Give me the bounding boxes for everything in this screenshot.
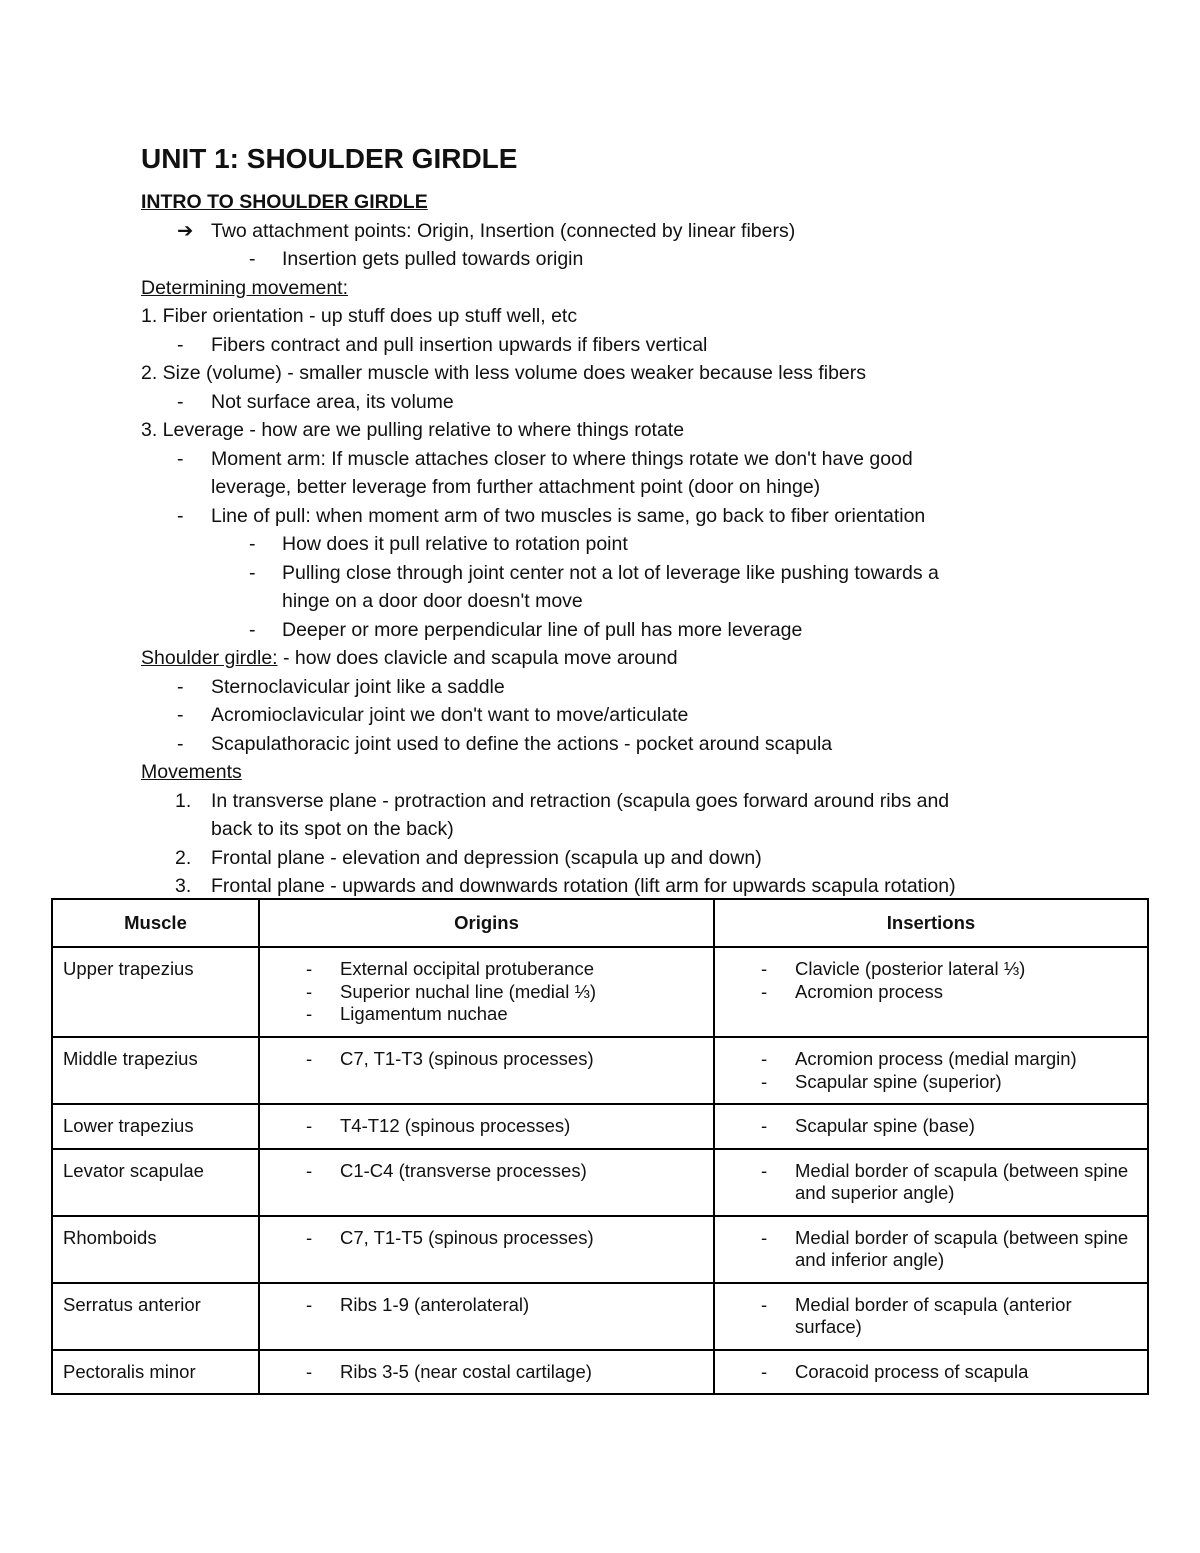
table-body bbox=[52, 947, 1148, 1394]
dash-marker: - bbox=[306, 1115, 313, 1136]
origin-item bbox=[270, 1227, 703, 1250]
muscle-name-cell: Pectoralis minor bbox=[52, 1350, 259, 1395]
insertion-item bbox=[725, 958, 1137, 981]
dash-marker: - bbox=[761, 1070, 768, 1092]
point-2-sub-text: Not surface area, its volume bbox=[211, 390, 454, 413]
origins-list bbox=[270, 1294, 703, 1317]
origin-text: C1-C4 (transverse processes) bbox=[340, 1159, 587, 1181]
muscle-name-cell: Lower trapezius bbox=[52, 1104, 259, 1149]
point-3: 3. Leverage - how are we pulling relative to where things rotate bbox=[141, 419, 685, 441]
insertion-text: Acromion process bbox=[795, 980, 944, 1002]
girdle-heading: Shoulder girdle: bbox=[141, 647, 278, 669]
origin-text: Ligamentum nuchae bbox=[340, 1003, 508, 1024]
origins-cell bbox=[259, 1104, 714, 1149]
lecture-notes bbox=[141, 140, 1141, 901]
point-2: 2. Size (volume) - smaller muscle with less volume does weaker because less fibers bbox=[141, 362, 867, 384]
muscle-name-cell: Middle trapezius bbox=[52, 1037, 259, 1104]
girdle-item-text: Acromioclavicular joint we don't want to move/articulate bbox=[211, 704, 689, 726]
insertion-text: Clavicle (posterior lateral ⅓) bbox=[795, 958, 1026, 979]
insertions-list bbox=[725, 1294, 1137, 1339]
table-row bbox=[52, 947, 1148, 1037]
table-row bbox=[52, 1104, 1148, 1149]
dash-marker: - bbox=[306, 1048, 313, 1069]
dash-marker: - bbox=[306, 1159, 313, 1181]
dash-marker: - bbox=[761, 1115, 768, 1136]
origins-list bbox=[270, 958, 703, 1026]
point-3-sub-2-text: Line of pull: when moment arm of two muscles is same, go back to fiber orientation bbox=[211, 504, 926, 527]
dash-marker: - bbox=[177, 333, 184, 356]
insertions-list bbox=[725, 1227, 1137, 1272]
table-row bbox=[52, 1350, 1148, 1395]
muscle-table bbox=[51, 898, 1149, 1395]
insertion-text: Acromion process (medial margin) bbox=[795, 1048, 1077, 1069]
insertions-cell bbox=[714, 1283, 1148, 1350]
point-3-sub-2-a-text: How does it pull relative to rotation point bbox=[282, 533, 628, 555]
arrow-bullet bbox=[141, 217, 1141, 246]
insertion-item bbox=[725, 981, 1137, 1004]
girdle-heading-rest: - how does clavicle and scapula move around bbox=[277, 647, 678, 669]
insertions-list bbox=[725, 958, 1137, 1003]
origin-item bbox=[270, 1361, 703, 1384]
origins-cell bbox=[259, 1283, 714, 1350]
dash-marker: - bbox=[761, 1360, 768, 1382]
table-row bbox=[52, 1149, 1148, 1216]
point-3-sub-2-c-text: Deeper or more perpendicular line of pull has more leverage bbox=[282, 618, 803, 641]
insertions-list bbox=[725, 1361, 1137, 1384]
point-1-sub bbox=[141, 331, 1141, 360]
insertion-text: Coracoid process of scapula bbox=[795, 1360, 1029, 1382]
arrow-bullet-text: Two attachment points: Origin, Insertion (connected by linear fibers) bbox=[211, 219, 796, 242]
muscle-name-cell: Upper trapezius bbox=[52, 947, 259, 1037]
insertion-text: Medial border of scapula (between spine and inferior angle) bbox=[795, 1226, 1129, 1270]
muscle-name-cell: Levator scapulae bbox=[52, 1149, 259, 1216]
dash-marker: - bbox=[177, 704, 184, 726]
dash-marker: - bbox=[306, 1360, 313, 1382]
dash-marker: - bbox=[306, 1293, 313, 1315]
list-number: 1. bbox=[175, 789, 192, 812]
point-1-sub-text: Fibers contract and pull insertion upwards if fibers vertical bbox=[211, 333, 708, 356]
girdle-heading-line bbox=[141, 644, 1141, 673]
dash-marker: - bbox=[249, 248, 256, 270]
origins-cell bbox=[259, 1350, 714, 1395]
movement-2 bbox=[141, 844, 1141, 873]
origins-list bbox=[270, 1160, 703, 1183]
point-3-sub-2-b bbox=[141, 559, 1141, 588]
point-3-sub-2-b-cont: hinge on a door door doesn't move bbox=[282, 590, 583, 612]
insertion-item bbox=[725, 1115, 1137, 1138]
movement-3 bbox=[141, 872, 1141, 901]
girdle-item bbox=[141, 730, 1141, 759]
movements-heading: Movements bbox=[141, 761, 242, 783]
origins-list bbox=[270, 1115, 703, 1138]
insertion-item bbox=[725, 1160, 1137, 1205]
insertions-list bbox=[725, 1160, 1137, 1205]
origin-text: C7, T1-T5 (spinous processes) bbox=[340, 1226, 594, 1248]
origins-cell bbox=[259, 1149, 714, 1216]
table-header-row bbox=[52, 899, 1148, 947]
origins-cell bbox=[259, 1216, 714, 1283]
insertion-item bbox=[725, 1227, 1137, 1272]
sub-bullet-text: Insertion gets pulled towards origin bbox=[282, 248, 584, 270]
origin-item bbox=[270, 1294, 703, 1317]
insertion-item bbox=[725, 1048, 1137, 1071]
intro-heading: INTRO TO SHOULDER GIRDLE bbox=[141, 191, 428, 213]
origin-text: Superior nuchal line (medial ⅓) bbox=[340, 980, 597, 1002]
insertions-cell bbox=[714, 1104, 1148, 1149]
point-3-sub-1-cont: leverage, better leverage from further attachment point (door on hinge) bbox=[211, 476, 821, 498]
insertion-item bbox=[725, 1294, 1137, 1339]
girdle-item-text: Scapulathoracic joint used to define the actions - pocket around scapula bbox=[211, 732, 833, 755]
girdle-item bbox=[141, 673, 1141, 702]
dash-marker: - bbox=[761, 1226, 768, 1248]
movement-1-cont: back to its spot on the back) bbox=[211, 818, 454, 840]
dash-marker: - bbox=[177, 504, 184, 527]
header-insertions: Insertions bbox=[714, 899, 1148, 947]
origin-text: External occipital protuberance bbox=[340, 958, 595, 979]
dash-marker: - bbox=[306, 958, 313, 979]
point-3-sub-2 bbox=[141, 502, 1141, 531]
origin-text: T4-T12 (spinous processes) bbox=[340, 1115, 571, 1136]
point-3-sub-2-c bbox=[141, 616, 1141, 645]
dash-marker: - bbox=[249, 533, 256, 555]
table-row bbox=[52, 1037, 1148, 1104]
point-2-sub bbox=[141, 388, 1141, 417]
dash-marker: - bbox=[249, 561, 256, 584]
origin-text: C7, T1-T3 (spinous processes) bbox=[340, 1048, 594, 1069]
origin-item bbox=[270, 1048, 703, 1071]
origin-item bbox=[270, 981, 703, 1004]
insertions-cell bbox=[714, 1149, 1148, 1216]
dash-marker: - bbox=[177, 447, 184, 470]
movement-1 bbox=[141, 787, 1141, 816]
dash-marker: - bbox=[761, 1048, 768, 1069]
dash-marker: - bbox=[177, 390, 184, 413]
list-number: 3. bbox=[175, 875, 192, 897]
point-1: 1. Fiber orientation - up stuff does up stuff well, etc bbox=[141, 305, 578, 327]
list-number: 2. bbox=[175, 846, 192, 869]
dash-marker: - bbox=[177, 675, 184, 698]
insertions-list bbox=[725, 1048, 1137, 1093]
dash-marker: - bbox=[306, 980, 313, 1002]
muscle-name-cell: Rhomboids bbox=[52, 1216, 259, 1283]
dash-marker: - bbox=[306, 1226, 313, 1248]
origins-list bbox=[270, 1048, 703, 1071]
header-origins: Origins bbox=[259, 899, 714, 947]
insertion-text: Scapular spine (base) bbox=[795, 1115, 975, 1136]
table-row bbox=[52, 1283, 1148, 1350]
movement-1-text: In transverse plane - protraction and retraction (scapula goes forward around ribs and bbox=[211, 789, 950, 812]
header-muscle: Muscle bbox=[52, 899, 259, 947]
insertions-list bbox=[725, 1115, 1137, 1138]
origin-item bbox=[270, 958, 703, 981]
dash-marker: - bbox=[306, 1003, 313, 1024]
origin-item bbox=[270, 1160, 703, 1183]
origin-text: Ribs 1-9 (anterolateral) bbox=[340, 1293, 530, 1315]
origins-cell bbox=[259, 1037, 714, 1104]
girdle-item bbox=[141, 701, 1141, 730]
origin-item bbox=[270, 1003, 703, 1026]
movement-2-text: Frontal plane - elevation and depression (scapula up and down) bbox=[211, 846, 762, 869]
origin-text: Ribs 3-5 (near costal cartilage) bbox=[340, 1360, 592, 1382]
dash-marker: - bbox=[761, 958, 768, 979]
insertions-cell bbox=[714, 1037, 1148, 1104]
origins-list bbox=[270, 1227, 703, 1250]
origins-cell bbox=[259, 947, 714, 1037]
arrow-icon: ➔ bbox=[177, 219, 194, 242]
muscle-name-cell: Serratus anterior bbox=[52, 1283, 259, 1350]
insertions-cell bbox=[714, 947, 1148, 1037]
girdle-item-text: Sternoclavicular joint like a saddle bbox=[211, 675, 505, 698]
dash-marker: - bbox=[761, 980, 768, 1002]
insertion-item bbox=[725, 1071, 1137, 1094]
dash-marker: - bbox=[761, 1293, 768, 1315]
movement-3-text: Frontal plane - upwards and downwards rotation (lift arm for upwards scapula rotation) bbox=[211, 875, 956, 897]
sub-bullet bbox=[141, 245, 1141, 274]
insertion-text: Medial border of scapula (anterior surface) bbox=[795, 1293, 1072, 1337]
dash-marker: - bbox=[177, 732, 184, 755]
page-title: UNIT 1: SHOULDER GIRDLE bbox=[141, 143, 518, 174]
origin-item bbox=[270, 1115, 703, 1138]
dash-marker: - bbox=[249, 618, 256, 641]
determining-heading: Determining movement: bbox=[141, 276, 348, 299]
point-3-sub-2-b-text: Pulling close through joint center not a lot of leverage like pushing towards a bbox=[282, 561, 939, 584]
insertions-cell bbox=[714, 1216, 1148, 1283]
dash-marker: - bbox=[761, 1159, 768, 1181]
insertion-text: Medial border of scapula (between spine and superior angle) bbox=[795, 1159, 1129, 1203]
point-3-sub-2-a bbox=[141, 530, 1141, 559]
insertion-item bbox=[725, 1361, 1137, 1384]
insertions-cell bbox=[714, 1350, 1148, 1395]
table-row bbox=[52, 1216, 1148, 1283]
origins-list bbox=[270, 1361, 703, 1384]
insertion-text: Scapular spine (superior) bbox=[795, 1070, 1002, 1092]
point-3-sub-1 bbox=[141, 445, 1141, 474]
point-3-sub-1-text: Moment arm: If muscle attaches closer to where things rotate we don't have good bbox=[211, 447, 913, 470]
